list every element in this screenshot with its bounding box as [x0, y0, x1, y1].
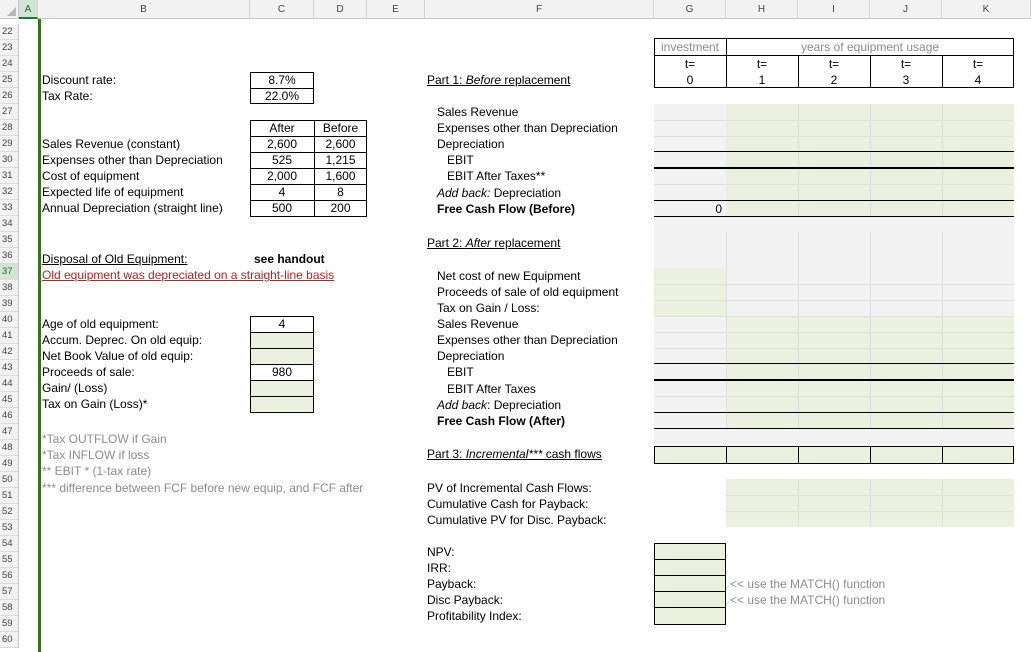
- part3-row: PV of Incremental Cash Flows:: [427, 481, 592, 495]
- incremental-cf-row[interactable]: [654, 446, 1014, 464]
- fcf-before-t0[interactable]: 0: [715, 202, 722, 216]
- disposal-row-label: Accum. Deprec. On old equip:: [42, 333, 203, 347]
- row-header[interactable]: 41: [0, 328, 19, 344]
- row-header-selected[interactable]: 37: [0, 264, 19, 280]
- see-handout-label: see handout: [254, 252, 325, 266]
- part3-row: Cumulative Cash for Payback:: [427, 497, 589, 511]
- part3-row: Cumulative PV for Disc. Payback:: [427, 513, 607, 527]
- part1-title: Part 1: Before replacement: [427, 73, 571, 87]
- comparison-row-label: Expenses other than Depreciation: [42, 153, 223, 167]
- row-header[interactable]: 56: [0, 568, 19, 584]
- row-header[interactable]: 55: [0, 552, 19, 568]
- selected-column-border: [38, 19, 41, 652]
- row-header[interactable]: 40: [0, 312, 19, 328]
- after-header: After: [269, 121, 295, 135]
- t-label: t=: [972, 57, 984, 71]
- after-value[interactable]: 4: [278, 185, 286, 199]
- match-hint: << use the MATCH() function: [730, 593, 886, 607]
- row-header[interactable]: 27: [0, 104, 19, 120]
- comparison-row-label: Annual Depreciation (straight line): [42, 201, 223, 215]
- before-value[interactable]: 1,600: [325, 169, 356, 183]
- select-all-corner[interactable]: [0, 0, 19, 19]
- row-header[interactable]: 31: [0, 168, 19, 184]
- period: 2: [830, 73, 838, 87]
- metric-label-profitability-index: Profitability Index:: [427, 609, 522, 623]
- straight-line-note: Old equipment was depreciated on a straight-line basis: [42, 268, 335, 282]
- col-header-h[interactable]: H: [726, 0, 798, 19]
- part1-row: Depreciation: [437, 137, 505, 151]
- before-header: Before: [322, 121, 359, 135]
- row-header[interactable]: 46: [0, 408, 19, 424]
- metric-label-payback: Payback:: [427, 577, 477, 591]
- disposal-value[interactable]: 980: [271, 365, 293, 379]
- t-label: t=: [684, 57, 696, 71]
- row-header[interactable]: 43: [0, 360, 19, 376]
- row-header[interactable]: 24: [0, 56, 19, 72]
- part2-row: EBIT After Taxes: [447, 382, 536, 396]
- row-header[interactable]: 28: [0, 120, 19, 136]
- row-header[interactable]: 30: [0, 152, 19, 168]
- row-header[interactable]: 51: [0, 488, 19, 504]
- tax-rate-cell[interactable]: 22.0%: [264, 89, 300, 103]
- part1-addback: Add back: Depreciation: [437, 186, 562, 200]
- row-header[interactable]: 39: [0, 296, 19, 312]
- row-header[interactable]: 25: [0, 72, 19, 88]
- part3-title: Part 3: Incremental*** cash flows: [427, 447, 602, 461]
- part2-row: EBIT: [447, 365, 474, 379]
- metric-label-npv: NPV:: [427, 545, 455, 559]
- before-value[interactable]: 8: [337, 185, 344, 199]
- row-header[interactable]: 54: [0, 536, 19, 552]
- row-header[interactable]: 50: [0, 472, 19, 488]
- match-hint: << use the MATCH() function: [730, 577, 886, 591]
- period: 4: [974, 73, 982, 87]
- period: 0: [686, 73, 694, 87]
- row-header[interactable]: 58: [0, 600, 19, 616]
- disposal-value[interactable]: 4: [278, 317, 286, 331]
- disposal-value[interactable]: [250, 332, 314, 348]
- investment-label: investment: [660, 40, 720, 54]
- footnote: *Tax INFLOW if loss: [42, 448, 150, 462]
- period: 3: [902, 73, 910, 87]
- row-header[interactable]: 38: [0, 280, 19, 296]
- discount-rate-cell[interactable]: 8.7%: [268, 73, 296, 87]
- col-header-j[interactable]: J: [870, 0, 942, 19]
- disposal-value[interactable]: [250, 396, 314, 412]
- col-header-g[interactable]: G: [654, 0, 726, 19]
- row-header[interactable]: 34: [0, 216, 19, 232]
- part2-row: Net cost of new Equipment: [437, 269, 581, 283]
- t-label: t=: [756, 57, 768, 71]
- part2-row: Sales Revenue: [437, 317, 519, 331]
- col-header-b[interactable]: B: [38, 0, 250, 19]
- metrics-inputs[interactable]: [654, 543, 726, 625]
- comparison-row-label: Cost of equipment: [42, 169, 140, 183]
- part1-row: EBIT After Taxes**: [447, 169, 546, 183]
- t-label: t=: [900, 57, 912, 71]
- tax-rate-label: Tax Rate:: [42, 89, 93, 103]
- row-header[interactable]: 53: [0, 520, 19, 536]
- part2-addback: Add back: Depreciation: [437, 398, 562, 412]
- disposal-row-label: Gain/ (Loss): [42, 381, 108, 395]
- after-value[interactable]: 2,600: [266, 137, 298, 151]
- part2-row: Expenses other than Depreciation: [437, 333, 618, 347]
- row-header[interactable]: 57: [0, 584, 19, 600]
- part2-row: Proceeds of sale of old equipment: [437, 285, 619, 299]
- row-header[interactable]: 49: [0, 456, 19, 472]
- footnote: ** EBIT * (1-tax rate): [42, 464, 152, 478]
- metric-label-disc-payback: Disc Payback:: [427, 593, 504, 607]
- col-header-i[interactable]: I: [798, 0, 870, 19]
- after-value[interactable]: 2,000: [266, 169, 298, 183]
- part2-fcf-label: Free Cash Flow (After): [437, 414, 566, 428]
- col-header-k[interactable]: K: [942, 0, 1031, 19]
- years-label: years of equipment usage: [800, 40, 940, 54]
- row-header[interactable]: 45: [0, 392, 19, 408]
- row-header[interactable]: 32: [0, 184, 19, 200]
- row-header[interactable]: 22: [0, 24, 19, 40]
- after-value[interactable]: 525: [271, 153, 293, 167]
- disposal-title: Disposal of Old Equipment:: [42, 252, 188, 266]
- discount-rate-label: Discount rate:: [42, 73, 117, 87]
- row-header[interactable]: 48: [0, 440, 19, 456]
- col-header-a[interactable]: A: [19, 0, 38, 19]
- row-header[interactable]: 26: [0, 88, 19, 104]
- disposal-row-label: Age of old equipment:: [42, 317, 159, 331]
- period: 1: [758, 73, 766, 87]
- row-header[interactable]: 33: [0, 200, 19, 216]
- disposal-value[interactable]: [250, 348, 314, 364]
- part1-row: Sales Revenue: [437, 105, 519, 119]
- comparison-row-label: Expected life of equipment: [42, 185, 184, 199]
- disposal-row-label: Tax on Gain (Loss)*: [42, 397, 148, 411]
- footnote: *Tax OUTFLOW if Gain: [42, 432, 167, 446]
- footnote: *** difference between FCF before new equip, and FCF after: [42, 481, 364, 495]
- part1-row: EBIT: [447, 153, 474, 167]
- t-label: t=: [828, 57, 840, 71]
- before-value[interactable]: 1,215: [325, 153, 356, 167]
- part2-t0-inputs[interactable]: [654, 268, 726, 316]
- col-header-c[interactable]: C: [250, 0, 314, 19]
- comparison-row-label: Sales Revenue (constant): [42, 137, 181, 151]
- row-header[interactable]: 59: [0, 616, 19, 632]
- part1-fcf-label: Free Cash Flow (Before): [437, 202, 576, 216]
- part2-row: Depreciation: [437, 349, 505, 363]
- disposal-row-label: Net Book Value of old equip:: [42, 349, 194, 363]
- row-header[interactable]: 36: [0, 248, 19, 264]
- col-header-d[interactable]: D: [314, 0, 367, 19]
- col-header-e[interactable]: E: [367, 0, 425, 19]
- row-header[interactable]: 29: [0, 136, 19, 152]
- before-value[interactable]: 200: [330, 201, 351, 215]
- col-header-f[interactable]: F: [425, 0, 654, 19]
- row-header[interactable]: 47: [0, 424, 19, 440]
- before-value[interactable]: 2,600: [325, 137, 356, 151]
- row-header[interactable]: 42: [0, 344, 19, 360]
- row-header[interactable]: 23: [0, 40, 19, 56]
- part1-row: Expenses other than Depreciation: [437, 121, 618, 135]
- disposal-row-label: Proceeds of sale:: [42, 365, 135, 379]
- part2-row: Tax on Gain / Loss:: [437, 301, 540, 315]
- disposal-value[interactable]: [250, 380, 314, 396]
- after-value[interactable]: 500: [271, 201, 293, 215]
- metric-label-irr: IRR:: [427, 561, 451, 575]
- part2-title: Part 2: After replacement: [427, 236, 561, 250]
- row-header[interactable]: 52: [0, 504, 19, 520]
- row-header[interactable]: 44: [0, 376, 19, 392]
- row-header[interactable]: 60: [0, 632, 19, 648]
- row-header[interactable]: 35: [0, 232, 19, 248]
